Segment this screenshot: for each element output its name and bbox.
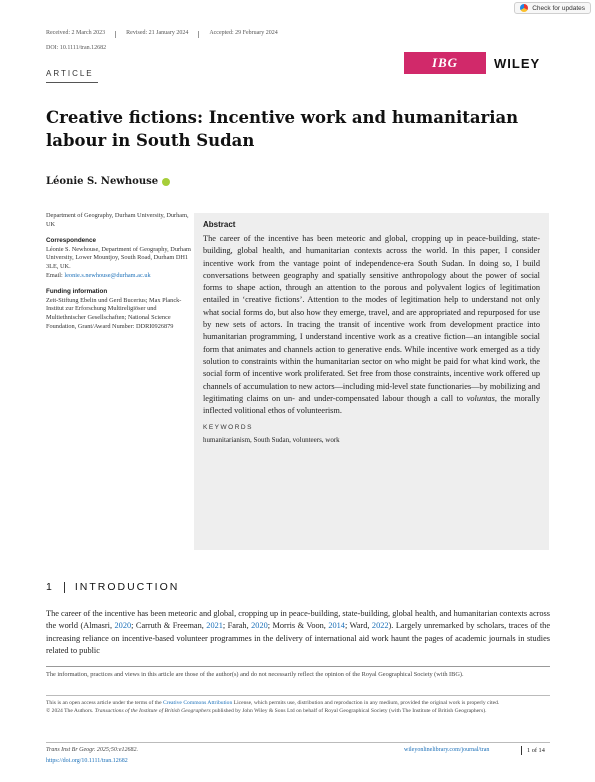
- license-notes: [46, 699, 550, 716]
- italic-term: voluntas: [466, 393, 495, 403]
- citation-link[interactable]: 2014: [328, 621, 345, 631]
- received-date: Received: 2 March 2023: [46, 30, 106, 36]
- correspondence-text: Léonie S. Newhouse, Department of Geography, Durham University, Lower Mountjoy, South Road, Durham DH1 3LE, UK.: [46, 245, 191, 270]
- section-title: INTRODUCTION: [74, 581, 180, 593]
- journal-site-link[interactable]: wileyonlinelibrary.com/journal/tran: [404, 747, 490, 753]
- license-link[interactable]: Creative Commons Attribution: [162, 700, 233, 706]
- abstract-text: The career of the incentive has been meteoric and global, cropping up in peace-building, state-building, global health, and humanitarian contexts across the world. In this paper, I consider incentive work from the vantage point of independence-era South Sudan. In doing so, I build conversations between geography and spatially sensitive anthropology about the power of social forms to shape action, through an attention to the porous and polyvalent logics of legitimation entailed in ‘creative fictions’. Attention to the modes of legitimation help to understand not only what social forms do, but also how they emerge, travel, and are appropriated and repurposed for use by new sets of actors. In tracing the transit of incentive work from development practice into humanitarian programming, I understand incentive work as a creative fiction—an intangible social form that animates and channels action to generative ends. While incentive work emerged as a tidy solution to constraints within the humanitarian sector on who might be paid for what kind work, the social form of incentive work proliferated. Set free from those constraints, incentive work offered up channels of accumulation to new actors—including mid-level state functionaries—by mobilizing and legitimating claims on un- and under-compensated labour though a call to voluntas, the morally inflected volitional ethos of volunteerism.: [203, 234, 540, 416]
- divider: [198, 31, 199, 38]
- footer-rule: [46, 742, 550, 743]
- citation-link[interactable]: 2020: [114, 621, 132, 631]
- citation-link[interactable]: 2021: [206, 621, 223, 631]
- author-line: [46, 176, 170, 187]
- orcid-icon[interactable]: [162, 178, 170, 186]
- crossmark-icon: [520, 4, 528, 12]
- check-for-updates-label: Check for updates: [532, 4, 585, 12]
- divider: [521, 746, 522, 755]
- copyright-note: © 2024 The Authors. Transactions of the Institute of British Geographers published by John Wiley & Sons Ltd on behalf of Royal Geographical Society (with The Institute of British Geographers).: [46, 708, 487, 715]
- check-for-updates-badge[interactable]: [514, 2, 591, 14]
- page-number: 1 of 14: [527, 747, 545, 754]
- section-number: 1: [46, 581, 54, 593]
- article-type-label: ARTICLE: [46, 69, 94, 78]
- license-note: This is an open access article under the terms of the Creative Commons Attribution License, which permits use, distribution and reproduction in any medium, provided the original work is properly cited.: [46, 700, 500, 706]
- citation-link[interactable]: 2020: [251, 621, 268, 631]
- divider: [64, 582, 65, 593]
- article-title: Creative fictions: Incentive work and humanitarian labour in South Sudan: [46, 108, 519, 150]
- footnote-rule: [46, 695, 550, 696]
- journal-reference: Trans Inst Br Geogr. 2025;50:e12682.: [46, 747, 139, 753]
- correspondence-heading: Correspondence: [46, 237, 97, 245]
- affiliation: Department of Geography, Durham University, Durham, UK: [46, 212, 189, 228]
- revised-date: Revised: 21 January 2024: [126, 30, 189, 36]
- section-heading: [46, 581, 179, 593]
- citation-link[interactable]: 2022: [371, 621, 389, 631]
- doi-link[interactable]: https://doi.org/10.1111/tran.12682: [46, 758, 128, 764]
- abstract-heading: Abstract: [203, 220, 236, 229]
- article-label-rule: [46, 82, 98, 83]
- email-label: Email:: [46, 271, 65, 279]
- publisher-logos: [404, 52, 540, 74]
- author-info-column: [46, 212, 196, 331]
- disclaimer-note: The information, practices and views in this article are those of the author(s) and do not necessarily reflect the opinion of the Royal Geographical Society (with IBG).: [46, 671, 464, 678]
- email-line: [46, 272, 196, 281]
- divider: [115, 31, 116, 38]
- doi-header: DOI: 10.1111/tran.12682: [46, 45, 107, 51]
- email-link[interactable]: leonie.s.newhouse@durham.ac.uk: [64, 271, 151, 279]
- article-dates: [46, 30, 278, 38]
- footnote-rule: [46, 666, 550, 667]
- wiley-logo: WILEY: [494, 55, 541, 71]
- author-name[interactable]: Léonie S. Newhouse: [46, 176, 159, 187]
- ibg-logo: IBG: [404, 52, 486, 74]
- keywords-list: humanitarianism, South Sudan, volunteers, work: [203, 436, 340, 445]
- funding-heading: Funding information: [46, 288, 108, 296]
- accepted-date: Accepted: 29 February 2024: [209, 30, 278, 36]
- abstract-box: [194, 213, 549, 550]
- keywords-heading: KEYWORDS: [203, 424, 253, 432]
- funding-text: Zeit-Stiftung Ebelin und Gerd Bucerius; Max Planck-Institut zur Erforschung Multireligiöser und Multiethnischer Gesellschaften; National Science Foundation, Grant/Award Number: DDRI0926879: [46, 296, 182, 330]
- intro-paragraph: The career of the incentive has been meteoric and global, cropping up in peace-building, state-building, global health, and humanitarian contexts across the world (Almasri, 2020; Carruth & Freeman, 2021; Farah, 2020; Morris & Voon, 2014; Ward, 2022). Largely unremarked by scholars, traces of the increasing reliance on incentive-based volunteer programmes in the delivery of international aid work haunt the pages of academic journals in studies related to public: [46, 609, 551, 656]
